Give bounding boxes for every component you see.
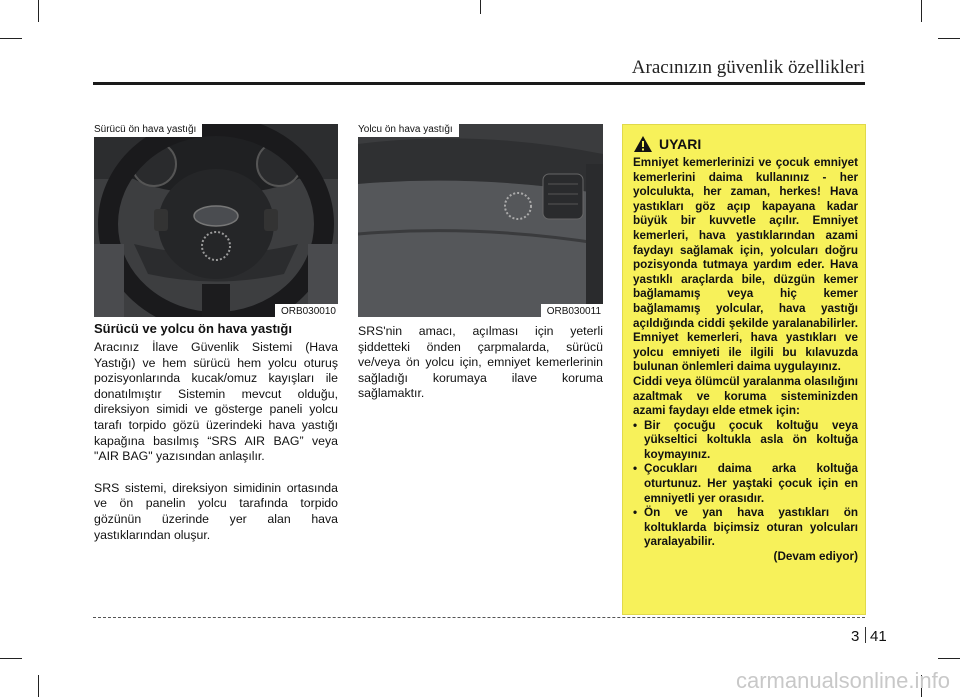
warning-list-item: • Bir çocuğu çocuk koltuğu veya yükseltici koltukla asla ön koltuğa koymayınız.	[633, 419, 858, 463]
warning-triangle-icon	[633, 135, 653, 153]
left-column-text	[94, 340, 338, 559]
warning-body	[633, 156, 858, 565]
crop-mark	[921, 0, 922, 22]
passenger-airbag-image-code: ORB030011	[541, 304, 603, 317]
chapter-number: 3	[851, 628, 860, 645]
watermark: carmanualsonline.info	[735, 668, 950, 693]
warning-paragraph: Emniyet kemerlerinizi ve çocuk emniyet kemerlerini daima kullanınız - her yolculukta, her zaman, herkes! Hava yastıkları göz açıp kapayana kadar büyük bir kuvvetle açılır. Emniyet kemerleri, hava yastıklarından azami faydayı sağlamak için, yolcuları doğru pozisyonda tutmaya yardım eder. Hava yastıklı araçlarda bile, düzgün kemer bağlamamış veya hiç kemer bağlamamış yolcular, hava yastığı açıldığında ciddi şekilde yaralanabilirler. Emniyet kemerleri, hava yastıkları ve yolcu emniyeti ile ilgili bu kılavuzda bulunan önlemleri daima uygulayınız.	[633, 156, 858, 374]
warning-list	[633, 419, 858, 550]
passenger-airbag-label: Yolcu ön hava yastığı	[358, 124, 459, 137]
page-header-title: Aracınızın güvenlik özellikleri	[631, 57, 865, 78]
driver-airbag-image-code: ORB030010	[275, 304, 338, 317]
warning-header	[633, 135, 701, 153]
passenger-airbag-photo	[358, 124, 603, 317]
warning-continued: (Devam ediyor)	[773, 550, 858, 564]
body-paragraph: SRS'nin amacı, açılması için yeterli şiddetteki önden çarpmalarda, sürücü ve/veya ön yolcu için, emniyet kemerlerinin sağladığı korumaya ilave koruma sağlamaktır.	[358, 324, 603, 401]
warning-paragraph: Ciddi veya ölümcül yaralanma olasılığını azaltmak ve koruma sisteminizden azami faydayı elde etmek için:	[633, 374, 858, 418]
warning-title: UYARI	[659, 136, 702, 152]
crop-mark	[938, 38, 960, 39]
page-number-separator	[865, 627, 866, 643]
warning-list-item: • Ön ve yan hava yastıkları ön koltuklarda biçimsiz oturan yolcuları yaralayabilir.	[633, 506, 858, 550]
crop-mark	[0, 38, 22, 39]
crop-mark	[38, 675, 39, 697]
section-title: Sürücü ve yolcu ön hava yastığı	[94, 321, 292, 336]
crop-mark	[38, 0, 39, 22]
header-rule	[93, 82, 865, 85]
driver-airbag-label: Sürücü ön hava yastığı	[94, 124, 202, 137]
right-column-text	[358, 324, 603, 418]
footer-rule	[93, 617, 865, 618]
crop-mark	[0, 658, 22, 659]
body-paragraph: Aracınız İlave Güvenlik Sistemi (Hava Yastığı) ve hem sürücü hem yolcu oturuş pozisyonlarında kucak/omuz kayışları ile donatılmıştır Sistemin mevcut olduğu, direksiyon simidi ve gösterge paneli yolcu tarafı torpido gözü üzerindeki hava yastığı kapağına basılmış “SRS AIR BAG” veya "AIR BAG" yazısından anlaşılır.	[94, 340, 338, 464]
warning-box	[622, 124, 866, 615]
driver-airbag-photo	[94, 124, 338, 317]
warning-list-item: • Çocukları daima arka koltuğa oturtunuz. Her yaştaki çocuk için en emniyetli yer orasıdır.	[633, 462, 858, 506]
crop-mark	[480, 0, 481, 14]
page-number: 41	[870, 628, 887, 645]
steering-wheel-illustration	[94, 124, 338, 317]
dashboard-illustration	[358, 124, 603, 317]
crop-mark	[938, 658, 960, 659]
body-paragraph: SRS sistemi, direksiyon simidinin ortasında ve ön panelin yolcu tarafında torpido gözünün üzerinde yer alan hava yastıklarından oluşur.	[94, 480, 338, 542]
